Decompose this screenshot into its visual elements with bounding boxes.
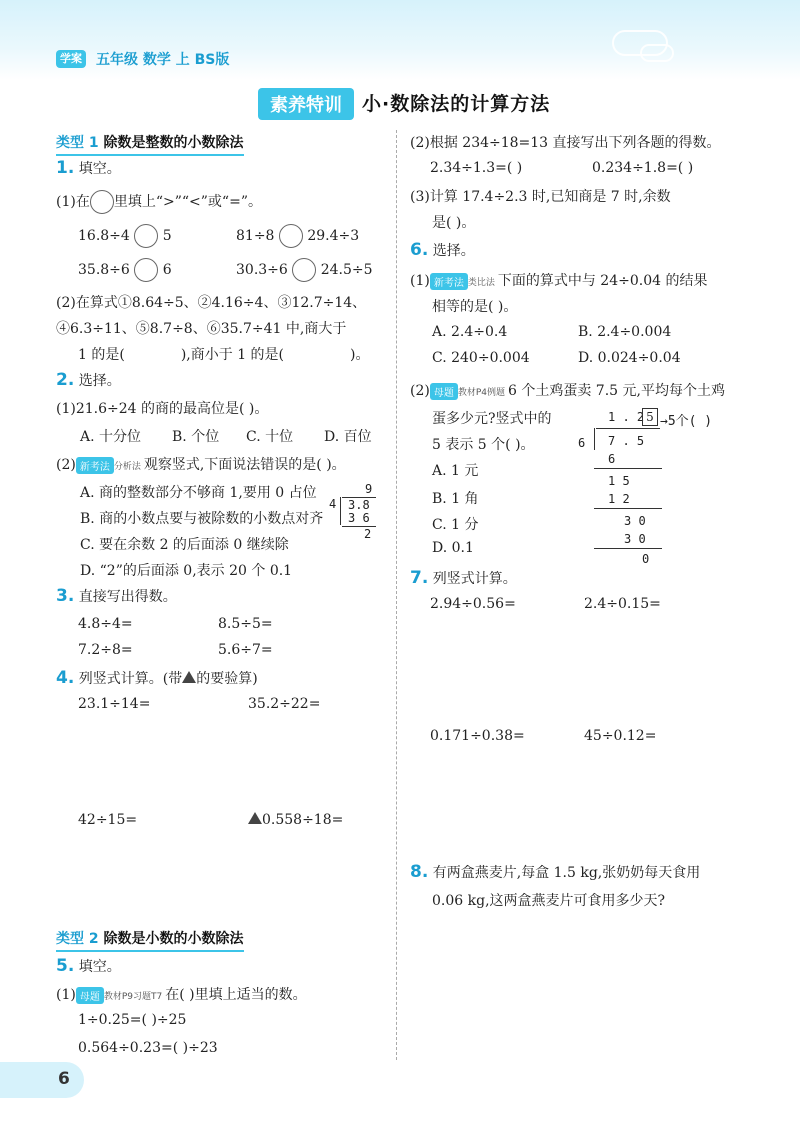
compare-right: 24.5÷5 xyxy=(320,262,373,278)
division-dividend: 7 . 5 xyxy=(608,434,645,448)
division-step: 1 5 xyxy=(608,474,630,488)
compare-circle[interactable] xyxy=(279,224,303,248)
q2-option[interactable]: B. 商的小数点要与被除数的小数点对齐 xyxy=(80,511,324,527)
division-quotient: 1 . 2 xyxy=(608,410,645,424)
q2-number: 2. xyxy=(56,370,75,390)
q1-p1-text: (1)在 xyxy=(56,194,90,210)
q5-eq1: 1÷0.25=( )÷25 xyxy=(78,1012,187,1028)
q5-p1 xyxy=(56,984,307,1004)
division-line xyxy=(594,508,662,509)
q2-option[interactable]: D. 百位 xyxy=(324,429,372,445)
q6-p2c: 蛋多少元?竖式中的 xyxy=(432,411,552,427)
q7-title xyxy=(410,568,517,588)
q3-item: 7.2÷8= xyxy=(78,642,133,658)
q8-line1 xyxy=(410,862,700,882)
q3-title-text: 直接写出得数。 xyxy=(78,589,177,605)
q1-p2-line3 xyxy=(78,344,369,364)
division-divisor: 6 xyxy=(578,436,586,450)
text: ),商小于 1 的是( xyxy=(180,347,285,363)
q2-title-text: 选择。 xyxy=(78,373,121,389)
q7-number: 7. xyxy=(410,568,429,588)
q6-p2-text: 6 个土鸡蛋卖 7.5 元,平均每个土鸡 xyxy=(508,383,725,399)
division-bracket xyxy=(340,497,341,525)
logo: 学案 xyxy=(56,50,86,68)
q5-eq4: 0.234÷1.8=( ) xyxy=(592,160,694,176)
q3-title xyxy=(56,586,177,606)
q7-item: 2.94÷0.56= xyxy=(430,596,516,612)
textbook-ref: 教材P4例题 xyxy=(457,387,505,398)
q2-title xyxy=(56,370,121,390)
triangle-icon xyxy=(182,671,196,683)
q4-item: 42÷15= xyxy=(78,812,138,828)
q5-title-text: 填空。 xyxy=(78,959,121,975)
q4-number: 4. xyxy=(56,668,75,688)
q1-p1-text2: 里填上“>”“<”或“=”。 xyxy=(113,194,262,210)
text: 1 的是( xyxy=(78,347,125,363)
compare-circle[interactable] xyxy=(134,258,158,282)
division-step: 3 0 xyxy=(624,514,646,528)
method-label: 类比法 xyxy=(467,277,495,288)
q8-number: 8. xyxy=(410,862,429,882)
text: (1) xyxy=(410,273,430,289)
page-number: 6 xyxy=(58,1069,70,1089)
title-tag: 素养特训 xyxy=(258,88,354,120)
type2-text: 除数是小数的小数除法 xyxy=(103,931,244,947)
new-method-badge: 新考法 xyxy=(430,273,468,290)
q6-p1c: 相等的是( )。 xyxy=(432,299,518,315)
compare-circle[interactable] xyxy=(134,224,158,248)
compare-row-1 xyxy=(78,224,172,248)
q6-option[interactable]: C. 1 分 xyxy=(432,517,479,533)
compare-right: 6 xyxy=(162,262,172,278)
q6-option[interactable]: B. 2.4÷0.004 xyxy=(578,324,672,340)
q2-option[interactable]: D. “2”的后面添 0,表示 20 个 0.1 xyxy=(80,563,293,579)
q8-text: 有两盒燕麦片,每盒 1.5 kg,张奶奶每天食用 xyxy=(432,865,701,881)
method-label: 分析法 xyxy=(113,461,141,472)
q5-eq3: 2.34÷1.3=( ) xyxy=(430,160,523,176)
q4-item: 35.2÷22= xyxy=(248,696,321,712)
compare-right: 5 xyxy=(162,228,172,244)
q2-option[interactable]: A. 十分位 xyxy=(80,429,142,445)
q1-title xyxy=(56,158,121,178)
q5-title xyxy=(56,956,121,976)
compare-circle[interactable] xyxy=(292,258,316,282)
q2-p2-text: 观察竖式,下面说法错误的是( )。 xyxy=(143,457,346,473)
q6-p2d: 5 表示 5 个( )。 xyxy=(432,437,535,453)
q6-title-text: 选择。 xyxy=(432,243,475,259)
q7-item: 2.4÷0.15= xyxy=(584,596,661,612)
division-quotient: 9 xyxy=(365,482,373,496)
compare-right: 29.4÷3 xyxy=(307,228,360,244)
q1-title-text: 填空。 xyxy=(78,161,121,177)
q5-p3-line1: (3)计算 17.4÷2.3 时,已知商是 7 时,余数 xyxy=(410,189,671,205)
q7-item: 0.171÷0.38= xyxy=(430,728,525,744)
text: (2) xyxy=(410,383,430,399)
q3-item: 8.5÷5= xyxy=(218,616,273,632)
q3-item: 4.8÷4= xyxy=(78,616,133,632)
q6-p1-text: 下面的算式中与 24÷0.04 的结果 xyxy=(497,273,708,289)
q1-p2-line2: ④6.3÷11、⑤8.7÷8、⑥35.7÷41 中,商大于 xyxy=(56,321,347,337)
type2-label: 类型 2 xyxy=(56,931,99,947)
q2-option[interactable]: C. 十位 xyxy=(246,429,294,445)
q6-p1 xyxy=(410,270,707,290)
q4-item-check xyxy=(248,812,343,828)
q6-number: 6. xyxy=(410,240,429,260)
q6-option[interactable]: C. 240÷0.004 xyxy=(432,350,530,366)
q5-eq2: 0.564÷0.23=( )÷23 xyxy=(78,1040,218,1056)
highlight-box: 5 xyxy=(642,408,658,426)
compare-left: 81÷8 xyxy=(236,228,275,244)
division-subtrahend: 3 6 xyxy=(348,511,370,525)
division-remainder: 2 xyxy=(364,527,372,541)
q2-option[interactable]: B. 个位 xyxy=(172,429,220,445)
q6-title xyxy=(410,240,475,260)
mother-question-badge: 母题 xyxy=(430,383,458,400)
q5-p2: (2)根据 234÷18=13 直接写出下列各题的得数。 xyxy=(410,135,721,151)
page-number-tab xyxy=(0,1062,84,1098)
cloud-icon-small xyxy=(640,44,674,62)
q6-option[interactable]: D. 0.024÷0.04 xyxy=(578,350,681,366)
q5-number: 5. xyxy=(56,956,75,976)
type2-heading xyxy=(56,928,244,952)
compare-left: 16.8÷4 xyxy=(78,228,130,244)
compare-row-3 xyxy=(78,258,172,282)
division-line xyxy=(594,468,662,469)
compare-row-2 xyxy=(236,224,359,248)
q5-p3-line2: 是( )。 xyxy=(432,215,476,231)
column-divider xyxy=(396,130,397,1060)
division-line xyxy=(594,548,662,549)
q6-option[interactable]: D. 0.1 xyxy=(432,540,474,556)
compare-left: 35.8÷6 xyxy=(78,262,130,278)
new-method-badge: 新考法 xyxy=(76,457,114,474)
q4-title-text2: 的要验算) xyxy=(196,671,258,687)
q2-option[interactable]: A. 商的整数部分不够商 1,要用 0 占位 xyxy=(80,485,317,501)
compare-row-4 xyxy=(236,258,373,282)
q6-option[interactable]: A. 1 元 xyxy=(432,463,479,479)
q6-p2 xyxy=(410,380,725,400)
division-step: 1 2 xyxy=(608,492,630,506)
q7-title-text: 列竖式计算。 xyxy=(432,571,517,587)
division-arrow-note: →5个( ) xyxy=(660,414,713,429)
q4-item: 0.558÷18= xyxy=(262,812,344,828)
q2-p2: (2) 新考法 分析法 观察竖式,下面说法错误的是( )。 xyxy=(56,457,346,473)
page-title: 小·数除法的计算方法 xyxy=(362,93,551,115)
type1-label: 类型 1 xyxy=(56,135,99,151)
q5-p1-text: 在( )里填上适当的数。 xyxy=(165,987,307,1003)
q4-title xyxy=(56,668,258,688)
answer-circle[interactable] xyxy=(90,190,114,214)
textbook-ref: 教材P9习题T7 xyxy=(103,991,163,1002)
triangle-icon xyxy=(248,812,262,824)
division-step: 6 xyxy=(608,452,616,466)
q6-option[interactable]: A. 2.4÷0.4 xyxy=(432,324,508,340)
text: (1) xyxy=(56,987,76,1003)
q2-option[interactable]: C. 要在余数 2 的后面添 0 继续除 xyxy=(80,537,289,553)
q1-number: 1. xyxy=(56,158,75,178)
division-step: 3 0 xyxy=(624,532,646,546)
division-bracket xyxy=(594,428,595,450)
q2-p1: (1)21.6÷24 的商的最高位是( )。 xyxy=(56,401,269,417)
mother-question-badge: 母题 xyxy=(76,987,104,1004)
type1-heading xyxy=(56,132,244,156)
q3-item: 5.6÷7= xyxy=(218,642,273,658)
q1-p2-line1: (2)在算式①8.64÷5、②4.16÷4、③12.7÷14、 xyxy=(56,295,367,311)
text: )。 xyxy=(350,347,370,363)
type1-text: 除数是整数的小数除法 xyxy=(103,135,244,151)
q6-option[interactable]: B. 1 角 xyxy=(432,491,479,507)
q3-number: 3. xyxy=(56,586,75,606)
q4-item: 23.1÷14= xyxy=(78,696,151,712)
division-bar xyxy=(596,428,660,429)
division-remainder: 0 xyxy=(642,552,650,566)
compare-left: 30.3÷6 xyxy=(236,262,288,278)
division-dividend: 3.8 xyxy=(348,498,370,512)
q8-line2: 0.06 kg,这两盒燕麦片可食用多少天? xyxy=(432,893,666,909)
q4-title-text: 列竖式计算。(带 xyxy=(78,671,183,687)
grade-label: 五年级 数学 上 BS版 xyxy=(96,52,230,68)
division-divisor: 4 xyxy=(329,497,337,511)
q7-item: 45÷0.12= xyxy=(584,728,657,744)
q1-p1 xyxy=(56,190,262,214)
